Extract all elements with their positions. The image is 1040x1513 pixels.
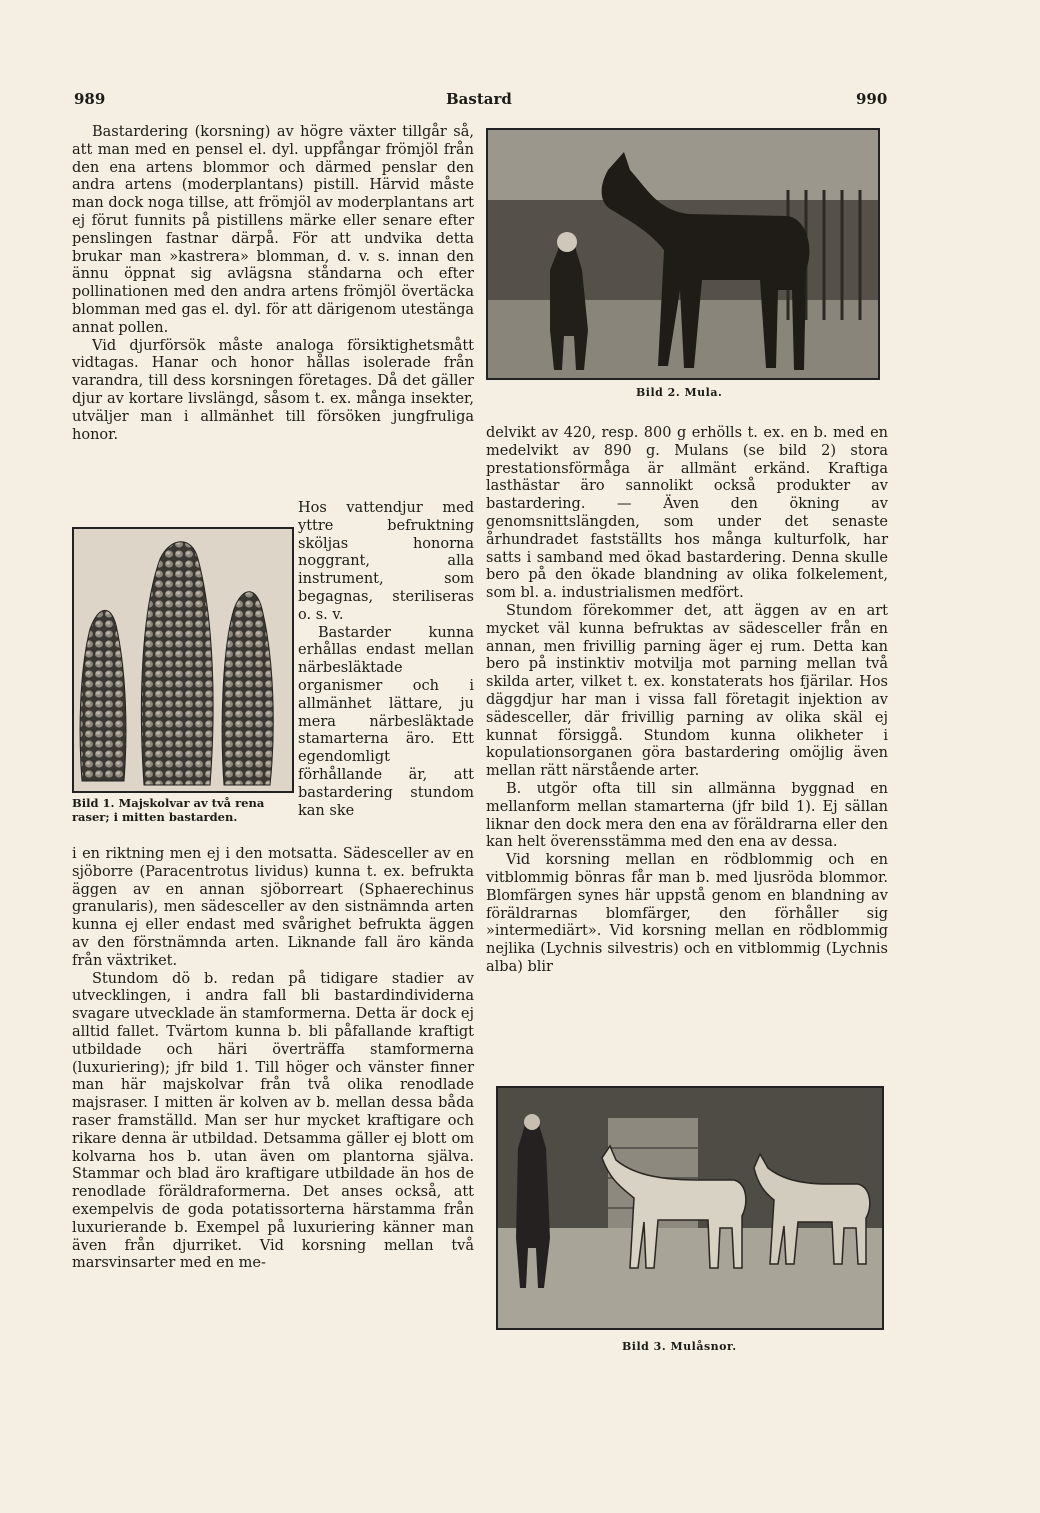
figure-2-caption: Bild 2. Mula. [636,386,723,399]
paragraph-luxuriation: Stundom dö b. redan på tidigare stadier av utvecklingen, i andra fall bli bastardindividerna svagare utvecklade än stamformerna. Detta är dock ej alltid fallet. Tvärtom kunna b. bli påfallande kraftigt utbildade och häri överträffa stamformerna (luxuriering); jfr bild 1. Till höger och vänster finner man här majskolvar från två olika renodlade majsraser. I mitten är kolven av b. mellan dessa båda raser framställd. Man ser hur mycket kraftigare och rikare denna är utbildad. Detsamma gäller ej blott om kolvarna hos b. utan även om plantorna själva. Stammar och blad äro kraftigare utbildade än hos de renodlade föräldraformerna. Det anses också, att exempelvis de goda potatissorterna härstamma från luxurierande b. Exempel på luxuriering känner man även från djurriket. Vid korsning mellan två marsvinsarter med en me- [72,970,474,1272]
right-corn-cob [222,592,273,785]
left-column-top [72,124,474,444]
paragraph-mating-aversion: Stundom förekommer det, att äggen av en art mycket väl kunna befruktas av sädesceller från en annan, men frivillig parning äger ej rum. Detta kan bero på instinktiv motvilja mot parning mellan två skilda arter, vilket t. ex. konstaterats hos fjärilar. Hos däggdjur har man i vissa fall företagit injektion av sädesceller, där frivillig parning av olika skäl ej kunnat försiggå. Stundom kunna olikheter i kopulationsorganen göra bastardering omöjlig även mellan rätt närstående arter. [486,602,888,780]
right-column [486,425,888,977]
figure-1-caption: Bild 1. Majskolvar av två rena raser; i mitten bastarden. [72,796,265,824]
paragraph-hybrids-possible: Bastarder kunna erhållas endast mellan närbesläktade organismer och i allmänhet lättare, ju mera närbesläktade stamarterna äro. Ett egendomligt förhållande är, att bastardering stundom kan ske [298,624,474,819]
figure-1-corn-cobs [72,527,294,793]
right-page-number: 990 [856,90,888,108]
left-page-number: 989 [74,90,106,108]
figure-3-hinnies-photo [496,1086,884,1330]
paragraph-sea-urchins: i en riktning men ej i den motsatta. Sädesceller av en sjöborre (Paracentrotus lividus) kunna t. ex. befrukta äggen av en annan sjöborreart (Sphaerechinus granularis), men sädesceller av den sistnämnda arten kunna ej eller endast med svårighet befrukta äggen av den förstnämnda arten. Liknande fall äro kända från växtriket. [72,846,474,969]
paragraph-water-animals: Hos vattendjur med yttre befruktning sköljas honorna noggrant, alla instrument, som begagnas, steriliseras o. s. v. [298,500,474,623]
running-title: Bastard [446,90,512,108]
left-column-narrow [298,500,474,820]
paragraph-intermediate-form: B. utgör ofta till sin allmänna byggnad en mellanform mellan stamarterna (jfr bild 1). Ej sällan liknar den dock mera den ena av föräldrarna eller den kan helt överensstämma med den ena av dessa. [486,780,888,851]
paragraph-animal-experiments: Vid djurförsök måste analoga försiktighetsmått vidtagas. Hanar och honor hållas isolerade från varandra, till dess korsningen företages. Då det gäller djur av kortare livslängd, såsom t. ex. många insekter, utväljer man i allmänhet till försöken jungfruliga honor. [72,337,474,443]
figure-2-mule-photo [486,128,880,380]
middle-corn-cob-hybrid [141,542,213,785]
left-column-bottom [72,846,474,1273]
paragraph-crossing-plants: Bastardering (korsning) av högre växter tillgår så, att man med en pensel el. dyl. uppfångar frömjöl från den ena artens blommor och därmed penslar den andra artens (moderplantans) pistill. Härvid måste man dock noga tillse, att frömjöl av moderplantans art ej förut funnits på pistillens märke eller senare efter penslingen fastnar därpå. För att undvika detta brukar man »kastrera» blomman, d. v. s. innan den ännu öppnat sig avlägsna ståndarna och efter pollinationen med den andra artens frömjöl övertäcka blomman med gas el. dyl. för att därigenom utestänga annat pollen. [72,124,474,336]
figure-3-caption: Bild 3. Mulåsnor. [622,1340,737,1353]
left-corn-cob [80,610,126,781]
paragraph-flower-colour: Vid korsning mellan en rödblommig och en vitblommig bönras får man b. med ljusröda blommor. Blomfärgen synes här uppstå genom en blandning av föräldrarnas blomfärger, den förhåller sig »intermediärt». Vid korsning mellan en rödblommig nejlika (Lychnis silvestris) och en vitblommig (Lychnis alba) blir [486,852,888,975]
paragraph-guinea-pigs: delvikt av 420, resp. 800 g erhölls t. ex. en b. med en medelvikt av 890 g. Mulans (se bild 2) stora prestationsförmåga är allmänt erkänd. Kraftiga lasthästar äro sannolikt också produkter av bastardering. — Även den ökning av genomsnittslängden, som under det senaste århundradet fastställts hos många kulturfolk, har satts i samband med ökad bastardering. Denna skulle bero på den ökade blandning av olika folkelement, som bl. a. industrialismen medfört. [486,425,888,602]
